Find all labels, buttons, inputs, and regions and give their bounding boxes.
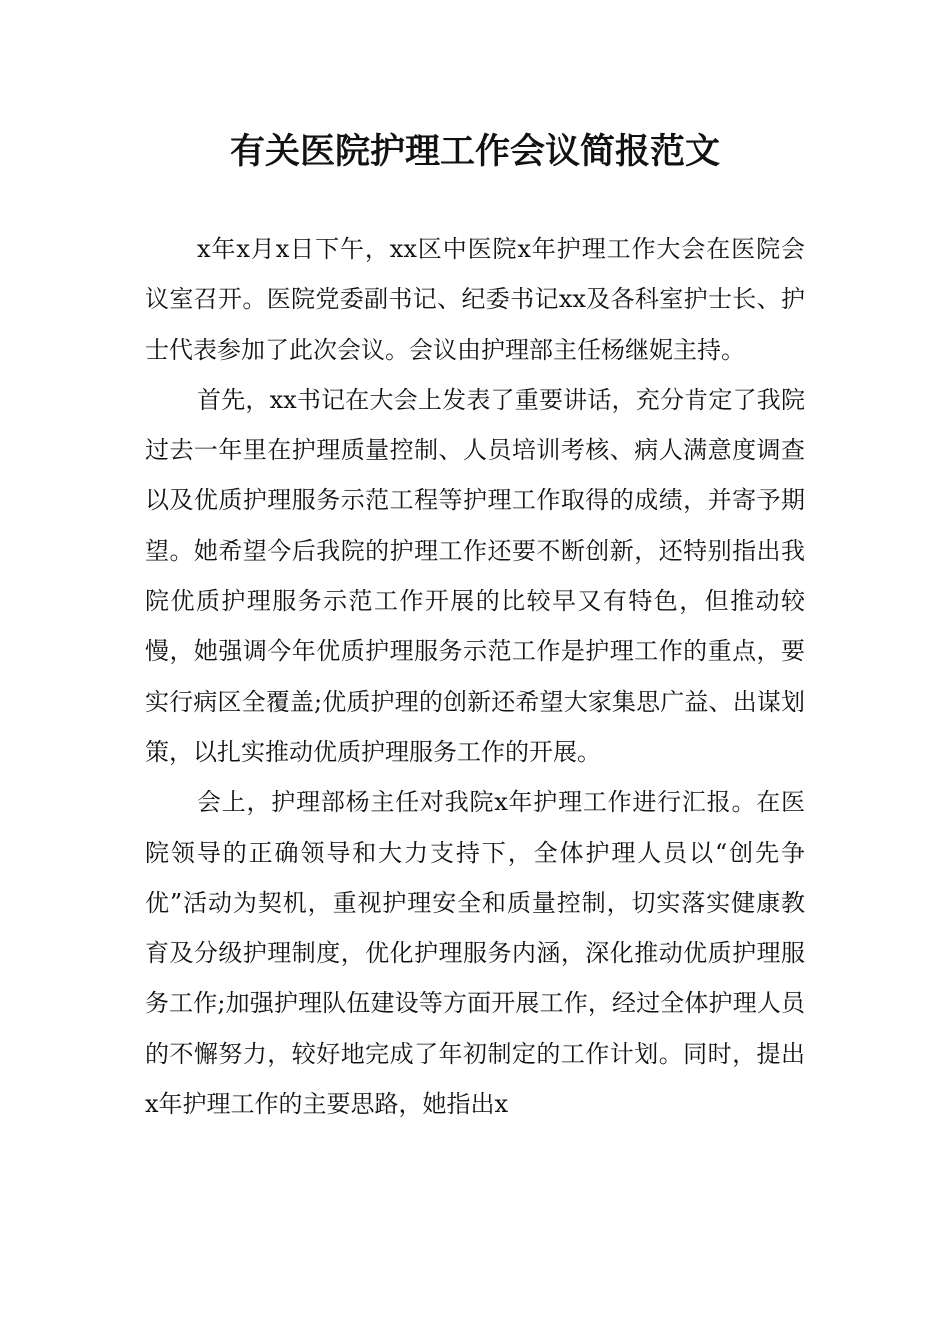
paragraph-3: 会上，护理部杨主任对我院x年护理工作进行汇报。在医院领导的正确领导和大力支持下，全体护理人员以“创先争优”活动为契机，重视护理安全和质量控制，切实落实健康教育及分级护理制度，优化护理服务内涵，深化推动优质护理服务工作;加强护理队伍建设等方面开展工作，经过全体护理人员的不懈努力，较好地完成了年初制定的工作计划。同时，提出x年护理工作的主要思路，她指出x bbox=[145, 788, 805, 1119]
document-title: 有关医院护理工作会议简报范文 bbox=[229, 132, 720, 172]
paragraph-2: 首先，xx书记在大会上发表了重要讲话，充分肯定了我院过去一年里在护理质量控制、人员培训考核、病人满意度调查以及优质护理服务示范工程等护理工作取得的成绩，并寄予期望。她希望今后我院的护理工作还要不断创新，还特别指出我院优质护理服务示范工作开展的比较早又有特色，但推动较慢，她强调今年优质护理服务示范工作是护理工作的重点，要实行病区全覆盖;优质护理的创新还希望大家集思广益、出谋划策，以扎实推动优质护理服务工作的开展。 bbox=[145, 385, 805, 766]
document-body bbox=[145, 224, 805, 1129]
paragraph-1: x年x月x日下午，xx区中医院x年护理工作大会在医院会议室召开。医院党委副书记、纪委书记xx及各科室护士长、护士代表参加了此次会议。会议由护理部主任杨继妮主持。 bbox=[145, 235, 805, 364]
